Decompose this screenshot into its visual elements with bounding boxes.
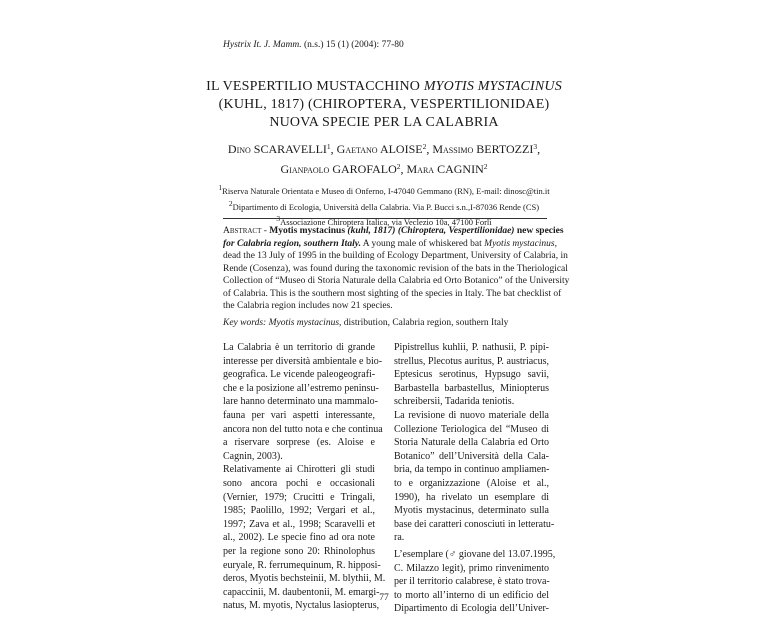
body-line: La Calabria è un territorio di grande xyxy=(223,342,375,353)
title-line-3: NUOVA SPECIE PER LA CALABRIA xyxy=(269,115,499,130)
body-line: sono ancora pochi e occasionali xyxy=(223,477,375,489)
body-line: Dipartimento di Ecologia dell’Univer- xyxy=(394,603,549,615)
body-line: C. Milazzo legit), primo rinvenimento xyxy=(394,562,549,574)
body-line: to e organizzazione (Aloise et al., xyxy=(394,477,549,489)
body-line: per la regione sono 20: Rhinolophus xyxy=(223,545,375,557)
body-line: capaccinii, M. daubentonii, M. emargi- xyxy=(223,586,380,598)
body-column-right xyxy=(394,341,556,616)
body-line: Storia Naturale della Calabria ed Orto xyxy=(394,437,549,449)
body-line: lare hanno determinato una mammalo- xyxy=(223,396,378,408)
body-line: al., 2002). Le specie fino ad ora note xyxy=(223,532,375,544)
body-line: Pipistrellus kuhlii, P. nathusii, P. pipi- xyxy=(394,342,549,353)
body-line: Cagnin, 2003). xyxy=(223,450,283,462)
author-list xyxy=(200,138,568,178)
author-affiliation-mark: 1 xyxy=(326,142,331,151)
divider xyxy=(223,218,547,219)
title-line-2: (KUHL, 1817) (CHIROPTERA, VESPERTILIONIDAE) xyxy=(218,97,550,112)
keywords xyxy=(223,318,508,328)
body-line: bria, da tempo in continuo ampliamen- xyxy=(394,464,550,476)
abstract-line: of Calabria. This is the southern most sighting of the species in Italy. The bat checklist of xyxy=(223,288,562,299)
abstract xyxy=(223,225,570,313)
body-line: 1985; Paolillo, 1992; Vergari et al., xyxy=(223,505,375,517)
body-line: La revisione di nuovo materiale della xyxy=(394,409,549,421)
page-number: 77 xyxy=(379,593,389,603)
body-line: 1990), ha rivelato un esemplare di xyxy=(394,491,549,503)
body-line: ra. xyxy=(394,532,405,544)
body-line: Relativamente ai Chirotteri gli studi xyxy=(223,464,375,476)
body-line: L’esemplare (♂ giovane del 13.07.1995, xyxy=(394,548,556,560)
body-line: ancora non del tutto nota e che continua xyxy=(223,423,383,435)
author-affiliation-mark: 2 xyxy=(483,162,488,171)
keywords-label: Key words: xyxy=(223,318,267,328)
journal-citation: (n.s.) 15 (1) (2004): 77-80 xyxy=(304,40,404,50)
authors-line-1: Dino SCARAVELLI$^1$, Gaetano ALOISE$^2$, Massimo BERTOZZI$^3$, xyxy=(227,142,541,156)
body-line: euryale, R. ferrumequinum, R. hipposi- xyxy=(223,559,381,571)
body-line: Collezione Teriologica del “Museo di xyxy=(394,423,549,435)
body-line: strellus, Plecotus auritus, P. austriacus, xyxy=(394,355,549,367)
body-line: Myotis mystacinus, determinato sulla xyxy=(394,505,549,517)
author-first-name: Gaetano xyxy=(336,142,378,156)
title-species: MYOTIS MYSTACINUS xyxy=(423,79,562,94)
article-title xyxy=(200,78,568,132)
body-line: a riservare sorprese (es. Aloise e xyxy=(223,437,375,449)
author-last-name: BERTOZZI xyxy=(476,142,534,156)
title-line-1: IL VESPERTILIO MUSTACCHINO MYOTIS MYSTACINUS xyxy=(206,79,562,94)
author-first-name: Dino xyxy=(227,142,251,156)
body-line: Eptesicus serotinus, Hypsugo savii, xyxy=(394,369,549,381)
author-last-name: CAGNIN xyxy=(437,162,484,176)
abstract-line: Abstract - Myotis mystacinus (kuhl, 1817) (Chiroptera, Vespertilionidae) new species xyxy=(223,226,564,236)
body-line: schreibersii, Tadarida teniotis. xyxy=(394,396,515,408)
body-line: Barbastella barbastellus, Miniopterus xyxy=(394,382,549,394)
authors-line-2: Gianpaolo GAROFALO$^2$, Mara CAGNIN$^2$ xyxy=(280,162,488,176)
journal-name: Hystrix It. J. Mamm. xyxy=(223,40,302,50)
body-line: to morto all’interno di un edificio del xyxy=(394,589,549,601)
author-first-name: Gianpaolo xyxy=(280,162,330,176)
abstract-line: Rende (Cosenza), was found during the taxonomic revision of the bats in the Theriological xyxy=(223,263,568,274)
author-last-name: GAROFALO xyxy=(332,162,397,176)
author-last-name: ALOISE xyxy=(379,142,423,156)
author-affiliation-mark: 2 xyxy=(396,162,401,171)
affiliation-item: 3Associazione Chiroptera Italica, via Veclezio 10a, 47100 Forlì xyxy=(276,214,492,227)
body-line: 1997; Zava et al., 1998; Scaravelli et xyxy=(223,518,375,530)
body-line: deros, Myotis bechsteinii, M. blythii, M. xyxy=(223,573,386,585)
abstract-line: for Calabria region, southern Italy. A young male of whiskered bat Myotis mystacinus, xyxy=(223,238,557,249)
author-last-name: SCARAVELLI xyxy=(253,142,327,156)
keywords-species: Myotis mystacinus xyxy=(268,318,340,328)
body-line: Botanico” dell’Università della Cala- xyxy=(394,450,549,462)
body-line: natus, M. myotis, Nyctalus lasiopterus, xyxy=(223,600,380,612)
body-line: che e la posizione all’estremo peninsu- xyxy=(223,382,379,394)
body-line: (Vernier, 1979; Crucitti e Tringali, xyxy=(223,491,375,503)
keywords-rest: , distribution, Calabria region, southern Italy xyxy=(339,318,509,328)
body-line: per il territorio calabrese, è stato trova- xyxy=(394,576,550,588)
body-line: geografica. Le vicende paleogeografi- xyxy=(223,369,376,381)
author-first-name: Massimo xyxy=(432,142,474,156)
body-line: base dei caratteri conosciuti in letteratu- xyxy=(394,518,555,530)
author-affiliation-mark: 2 xyxy=(422,142,427,151)
author-affiliation-mark: 3 xyxy=(533,142,538,151)
body-line: fauna per vari aspetti interessante, xyxy=(223,409,375,421)
abstract-label: Abstract xyxy=(223,226,262,236)
author-first-name: Mara xyxy=(406,162,435,176)
affiliation-item: 1Riserva Naturale Orientata e Museo di Onferno, I-47040 Gemmano (RN), E-mail: dinosc@tin.it xyxy=(218,183,550,196)
abstract-line: dead the 13 July of 1995 in the building of Ecology Department, University of Calabria, in xyxy=(223,251,568,261)
journal-header xyxy=(223,40,404,50)
abstract-line: the Calabria region includes now 21 species. xyxy=(223,301,393,311)
abstract-line: Collection of “Museo di Storia Naturale della Calabria ed Orto Botanico” of the University xyxy=(223,276,570,286)
body-line: interesse per diversità ambientale e bio- xyxy=(223,355,383,367)
affiliation-item: 2Dipartimento di Ecologia, Università della Calabria. Via P. Bucci s.n.,I-87036 Rende (CS) xyxy=(228,198,540,212)
affiliations xyxy=(200,182,568,229)
